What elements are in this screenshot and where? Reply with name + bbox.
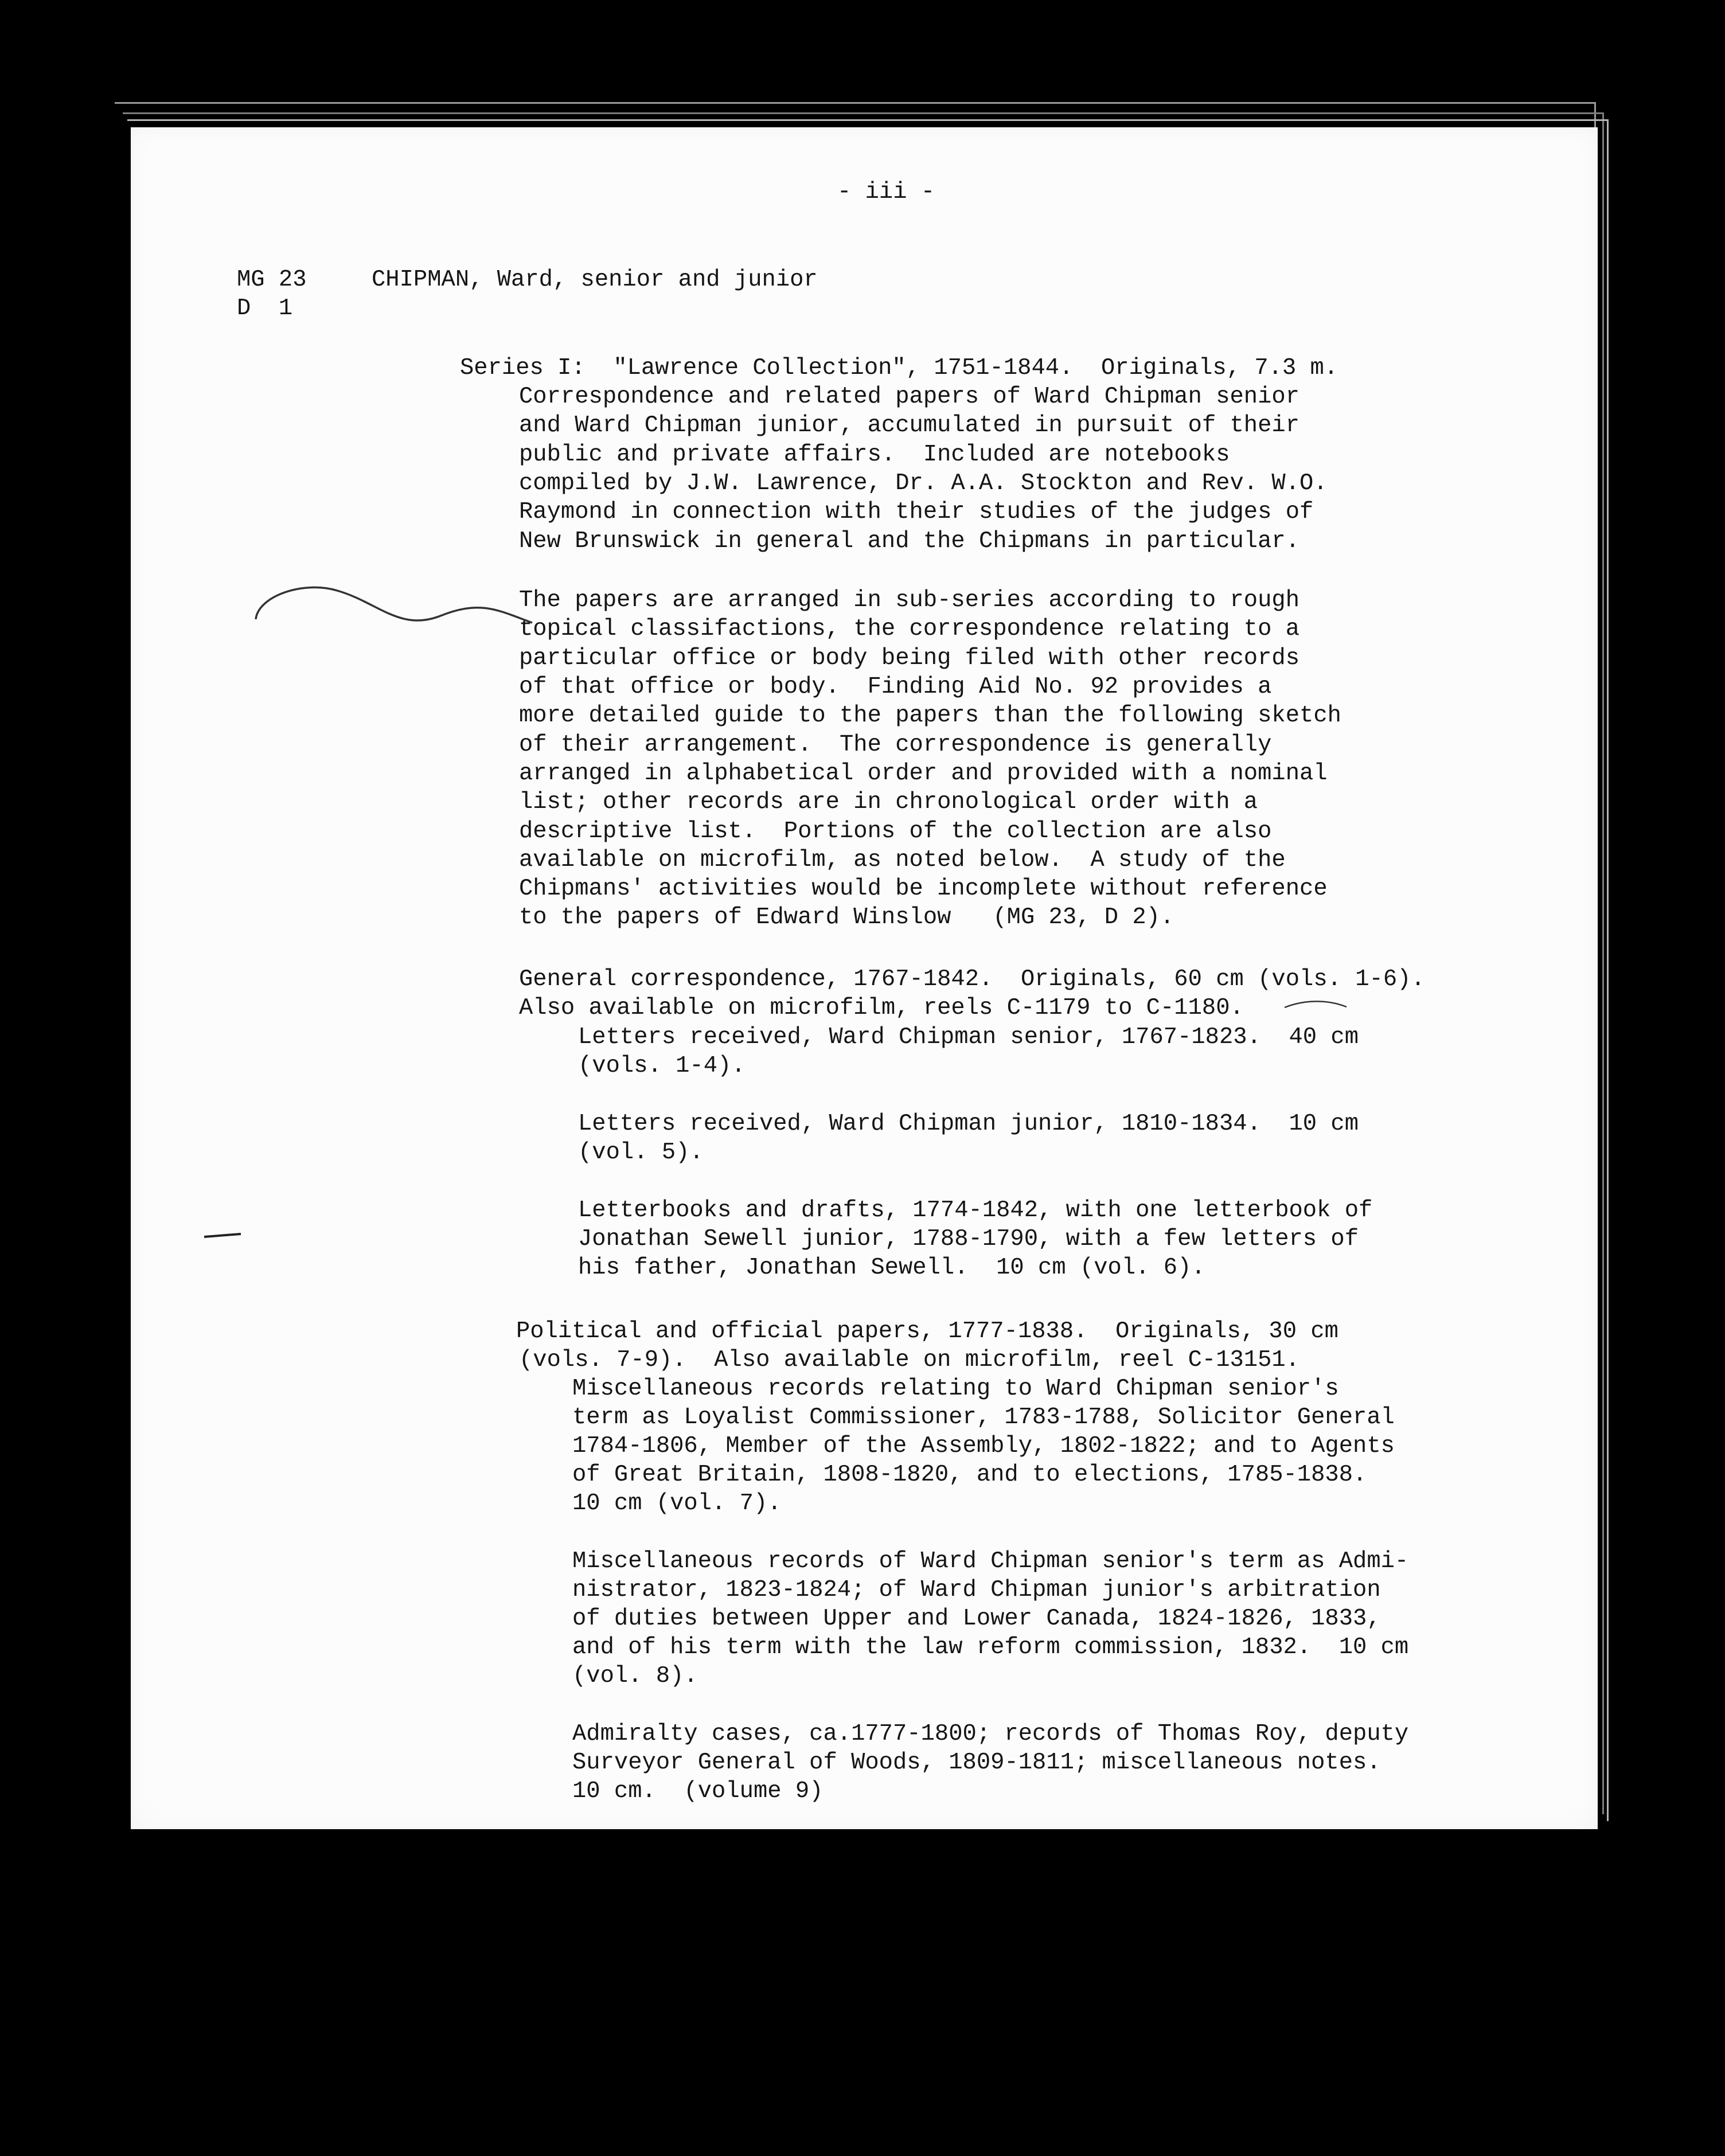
text-line: topical classifactions, the correspondence relating to a — [519, 616, 1300, 642]
page-number: - iii - — [837, 179, 935, 205]
section-heading-line: General correspondence, 1767-1842. Originals, 60 cm (vols. 1-6). — [519, 966, 1425, 993]
text-line: Miscellaneous records relating to Ward Chipman senior's — [572, 1376, 1339, 1402]
text-line: (vols. 1-4). — [578, 1053, 746, 1079]
text-line: (vol. 8). — [572, 1663, 698, 1689]
text-line: and Ward Chipman junior, accumulated in pursuit of their — [519, 412, 1300, 439]
text-line: available on microfilm, as noted below. A study of the — [519, 847, 1286, 873]
text-line: arranged in alphabetical order and provided with a nominal — [519, 760, 1328, 787]
text-line: Letterbooks and drafts, 1774-1842, with one letterbook of — [578, 1197, 1373, 1224]
section-heading-line: (vols. 7-9). Also available on microfilm, reel C-13151. — [519, 1347, 1300, 1373]
text-line: of that office or body. Finding Aid No. 92 provides a — [519, 674, 1272, 700]
text-line: 1784-1806, Member of the Assembly, 1802-1822; and to Agents — [572, 1433, 1395, 1459]
text-line: descriptive list. Portions of the collection are also — [519, 818, 1272, 845]
text-line: term as Loyalist Commissioner, 1783-1788, Solicitor General — [572, 1404, 1395, 1431]
text-line: Jonathan Sewell junior, 1788-1790, with a few letters of — [578, 1226, 1359, 1252]
text-line: (vol. 5). — [578, 1139, 704, 1166]
margin-dash-mark — [204, 1234, 241, 1237]
text-line: nistrator, 1823-1824; of Ward Chipman junior's arbitration — [572, 1577, 1381, 1603]
text-line: Admiralty cases, ca.1777-1800; records of Thomas Roy, deputy — [572, 1721, 1409, 1747]
section-heading-line: Also available on microfilm, reels C-1179 to C-1180. — [519, 995, 1244, 1021]
text-line: list; other records are in chronological order with a — [519, 789, 1258, 815]
text-line: more detailed guide to the papers than the following sketch — [519, 702, 1341, 729]
text-line: public and private affairs. Included are notebooks — [519, 442, 1230, 468]
text-line: to the papers of Edward Winslow (MG 23, D 2). — [519, 904, 1174, 931]
collection-title: CHIPMAN, Ward, senior and junior — [372, 267, 818, 293]
text-line: 10 cm (vol. 7). — [572, 1490, 782, 1517]
text-line: of duties between Upper and Lower Canada, 1824-1826, 1833, — [572, 1606, 1381, 1632]
text-line: New Brunswick in general and the Chipmans in particular. — [519, 528, 1300, 554]
text-line: The papers are arranged in sub-series according to rough — [519, 587, 1300, 614]
text-line: Series I: "Lawrence Collection", 1751-1844. Originals, 7.3 m. — [460, 355, 1338, 381]
text-line: Chipmans' activities would be incomplete without reference — [519, 876, 1328, 902]
text-line: Letters received, Ward Chipman senior, 1767-1823. 40 cm — [578, 1024, 1359, 1050]
section-heading-line: Political and official papers, 1777-1838. Originals, 30 cm — [516, 1318, 1338, 1345]
text-line: 10 cm. (volume 9) — [572, 1778, 824, 1805]
text-line: Miscellaneous records of Ward Chipman senior's term as Admi- — [572, 1548, 1409, 1575]
text-line: Correspondence and related papers of Ward Chipman senior — [519, 384, 1300, 410]
text-line: Surveyor General of Woods, 1809-1811; miscellaneous notes. — [572, 1749, 1381, 1776]
text-line: particular office or body being filed with other records — [519, 645, 1300, 671]
series-code: D 1 — [237, 295, 293, 322]
document-page — [131, 127, 1598, 1829]
text-line: of their arrangement. The correspondence is generally — [519, 732, 1272, 758]
text-line: Raymond in connection with their studies of the judges of — [519, 499, 1314, 525]
text-line: compiled by J.W. Lawrence, Dr. A.A. Stockton and Rev. W.O. — [519, 470, 1328, 497]
correction-tick-mark — [1285, 1001, 1347, 1007]
text-line: his father, Jonathan Sewell. 10 cm (vol. 6). — [578, 1255, 1205, 1281]
mg-code: MG 23 — [237, 267, 307, 293]
text-line: of Great Britain, 1808-1820, and to elections, 1785-1838. — [572, 1462, 1367, 1488]
text-line: Letters received, Ward Chipman junior, 1810-1834. 10 cm — [578, 1111, 1359, 1137]
margin-squiggle-mark — [256, 587, 532, 623]
text-line: and of his term with the law reform commission, 1832. 10 cm — [572, 1634, 1409, 1661]
